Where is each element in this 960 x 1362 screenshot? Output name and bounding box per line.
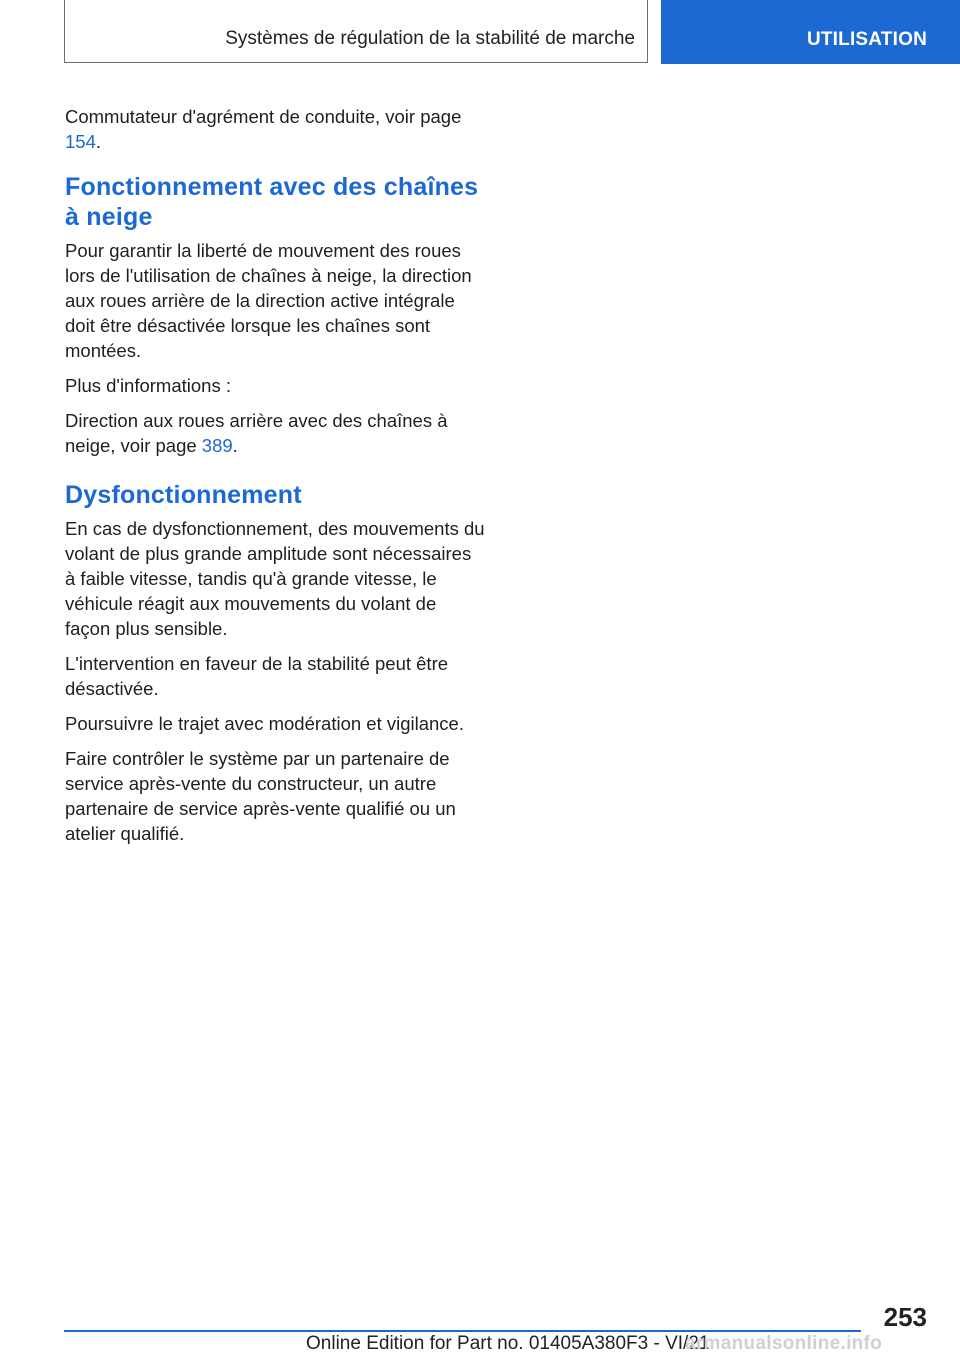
footer-divider bbox=[64, 1330, 861, 1332]
section-heading-malfunction: Dysfonctionnement bbox=[65, 481, 302, 509]
snow-chains-ref-text: Direction aux roues arrière avec des chaînes à neige, voir page bbox=[65, 410, 448, 456]
page-link-154[interactable]: 154 bbox=[65, 131, 96, 152]
page-number: 253 bbox=[883, 1302, 927, 1332]
intro-text: Commutateur d'agrément de conduite, voir page bbox=[65, 106, 462, 127]
footer-edition: Online Edition for Part no. 01405A380F3 - VI/21 bbox=[306, 1333, 710, 1354]
chapter-tab bbox=[661, 0, 960, 64]
section-heading-snow-chains: Fonctionnement avec des chaînes à neige bbox=[65, 173, 479, 231]
header-section-title: Systèmes de régulation de la stabilité de marche bbox=[225, 28, 635, 49]
intro-period: . bbox=[95, 131, 102, 152]
snow-chains-ref-period: . bbox=[232, 435, 238, 456]
header-section-box bbox=[64, 0, 648, 63]
watermark: armanualsonline.info bbox=[685, 1333, 883, 1354]
chapter-tab-label: UTILISATION bbox=[806, 29, 927, 50]
page-content bbox=[65, 104, 485, 856]
malfunction-paragraph-2: L'intervention en faveur de la stabilité peut être désactivée. bbox=[65, 653, 449, 699]
malfunction-paragraph-3: Poursuivre le trajet avec modération et vigilance. bbox=[65, 713, 464, 734]
snow-chains-paragraph-3 bbox=[65, 408, 485, 458]
malfunction-paragraph-4: Faire contrôler le système par un partenaire de service après-vente du constructeur, un autre partenaire de service après-vente qualifié ou un atelier qualifié. bbox=[65, 748, 456, 844]
snow-chains-paragraph-2: Plus d'informations : bbox=[65, 375, 231, 396]
snow-chains-paragraph-1: Pour garantir la liberté de mouvement des roues lors de l'utilisation de chaînes à neige, la direction aux roues arrière de la direction active intégrale doit être désactivée lorsque les chaînes sont montées. bbox=[65, 240, 472, 361]
malfunction-paragraph-1: En cas de dysfonctionnement, des mouvements du volant de plus grande amplitude sont nécessaires à faible vitesse, tandis qu'à grande vitesse, le véhicule réagit aux mouvements du volant de façon plus sensible. bbox=[65, 518, 485, 639]
page-link-389[interactable]: 389 bbox=[201, 435, 233, 456]
intro-paragraph bbox=[65, 104, 485, 154]
